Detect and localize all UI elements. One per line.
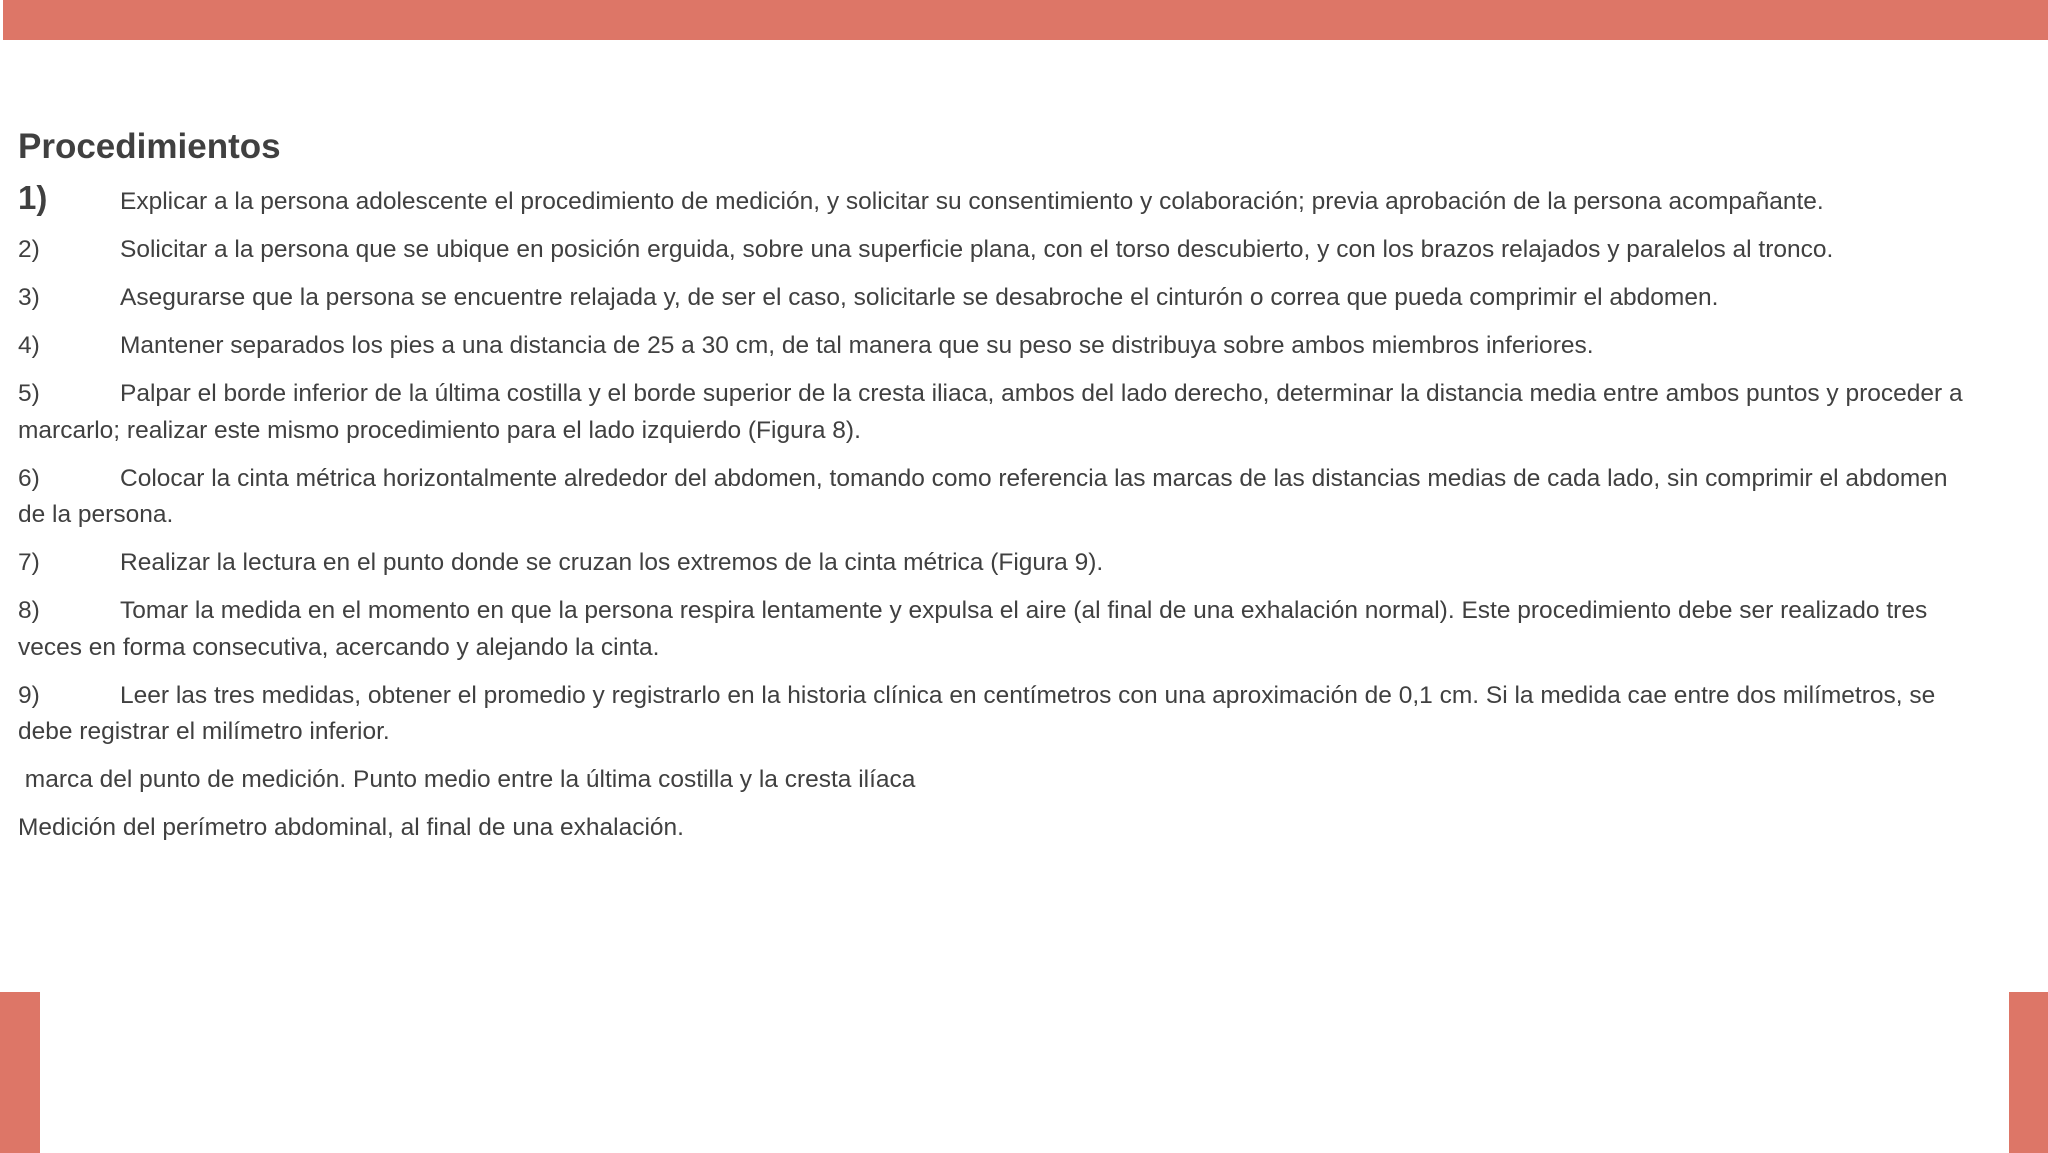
step-text: Asegurarse que la persona se encuentre relajada y, de ser el caso, solicitarle se desabroche el cinturón o correa que pueda comprimir el abdomen. bbox=[120, 284, 1719, 311]
procedure-step-4 bbox=[18, 328, 1978, 365]
step-number: 2) bbox=[18, 236, 40, 263]
procedure-step-5 bbox=[18, 376, 1978, 449]
step-text: Mantener separados los pies a una distancia de 25 a 30 cm, de tal manera que su peso se distribuya sobre ambos miembros inferiores. bbox=[120, 332, 1594, 359]
step-text: Explicar a la persona adolescente el procedimiento de medición, y solicitar su consentimiento y colaboración; previa aprobación de la persona acompañante. bbox=[120, 188, 1824, 215]
procedure-step-2 bbox=[18, 232, 1978, 269]
procedure-step-3 bbox=[18, 280, 1978, 317]
step-text: Tomar la medida en el momento en que la persona respira lentamente y expulsa el aire (al final de una exhalación normal). Este procedimiento debe ser realizado tres veces en forma consecutiva, acercando y alejando la cinta. bbox=[18, 597, 1928, 661]
step-text: Colocar la cinta métrica horizontalmente alrededor del abdomen, tomando como referencia las marcas de las distancias medias de cada lado, sin comprimir el abdomen de la persona. bbox=[18, 464, 1948, 528]
step-number: 9) bbox=[18, 681, 40, 709]
figure-caption-measurement-point: marca del punto de medición. Punto medio entre la última costilla y la cresta ilíaca bbox=[18, 766, 916, 793]
top-accent-bar bbox=[3, 0, 2048, 40]
step-number: 7) bbox=[18, 549, 40, 576]
step-number: 5) bbox=[18, 380, 40, 407]
slide-content bbox=[18, 124, 1978, 858]
procedure-step-1 bbox=[18, 180, 1978, 221]
step-number: 6) bbox=[18, 464, 40, 492]
slide-title: Procedimientos bbox=[18, 127, 281, 166]
bottom-right-accent bbox=[2009, 992, 2048, 1153]
step-text: Palpar el borde inferior de la última costilla y el borde superior de la cresta iliaca, ambos del lado derecho, determinar la distancia media entre ambos puntos y proceder a marcarlo; realizar este mismo procedimiento para el lado izquierdo (Figura 8). bbox=[18, 380, 1963, 444]
step-number: 3) bbox=[18, 284, 40, 311]
procedure-step-7 bbox=[18, 545, 1978, 582]
procedure-step-9 bbox=[18, 678, 1978, 751]
step-text: Solicitar a la persona que se ubique en posición erguida, sobre una superficie plana, con el torso descubierto, y con los brazos relajados y paralelos al tronco. bbox=[120, 236, 1834, 263]
procedure-step-8 bbox=[18, 593, 1978, 666]
step-text: Realizar la lectura en el punto donde se cruzan los extremos de la cinta métrica (Figura 9). bbox=[120, 549, 1104, 576]
step-number: 8) bbox=[18, 597, 40, 624]
step-number: 1) bbox=[18, 179, 48, 216]
procedure-step-6 bbox=[18, 461, 1978, 534]
step-text: Leer las tres medidas, obtener el promedio y registrarlo en la historia clínica en centímetros con una aproximación de 0,1 cm. Si la medida cae entre dos milímetros, se debe registrar el milímetro inferior. bbox=[18, 681, 1936, 745]
step-number: 4) bbox=[18, 332, 40, 359]
bottom-left-accent bbox=[0, 992, 40, 1153]
figure-caption-abdominal-perimeter: Medición del perímetro abdominal, al final de una exhalación. bbox=[18, 814, 684, 841]
